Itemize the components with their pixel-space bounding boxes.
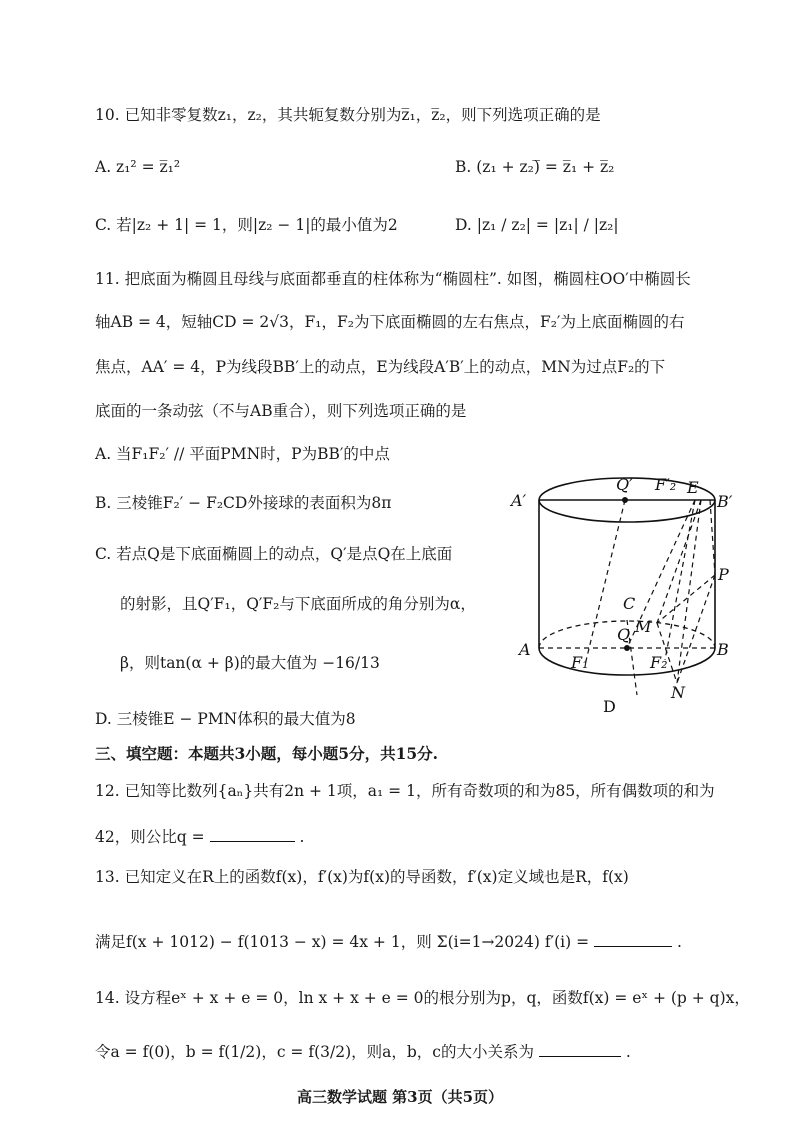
- point-q-prime: [622, 497, 628, 503]
- label-c: C: [623, 594, 636, 613]
- q14-line-2-end: .: [625, 1043, 631, 1061]
- label-f2: F₂: [650, 653, 668, 672]
- label-p: P: [718, 565, 729, 584]
- q12-answer-blank[interactable]: [210, 823, 295, 842]
- line-f2-prime-f2: [665, 500, 695, 660]
- q11-option-c-line-3: β，则tan(α + β)的最大值为 −16/13: [120, 654, 380, 672]
- q14-line-2: [95, 1038, 740, 1063]
- section-3-heading: 三、填空题：本题共3小题，每小题5分，共15分.: [95, 744, 439, 763]
- q11-line-1: 11. 把底面为椭圆且母线与底面都垂直的柱体称为“椭圆柱”. 如图，椭圆柱OO′中椭圆长: [95, 270, 691, 288]
- q13-line-1: 13. 已知定义在R上的函数f(x)，f′(x)为f(x)的导函数，f′(x)定义域也是R，f(x): [95, 868, 629, 886]
- q13-line-2: [95, 928, 740, 953]
- q10-option-b: B. (z₁ + z₂)̅ = z̅₁ + z̅₂: [455, 158, 615, 176]
- q14-line-2-text: 令a = f(0)，b = f(1/2)，c = f(3/2)，则a，b，c的大小关系为: [95, 1043, 534, 1061]
- label-q: Q: [617, 625, 631, 644]
- q13-answer-blank[interactable]: [594, 928, 672, 947]
- q12-line-2-end: .: [299, 828, 305, 846]
- label-f1: F₁: [571, 653, 589, 672]
- q14-answer-blank[interactable]: [539, 1038, 621, 1057]
- q11-line-4: 底面的一条动弦（不与AB重合），则下列选项正确的是: [95, 402, 467, 420]
- q11-line-3: 焦点，AA′ = 4，P为线段BB′上的动点，E为线段A′B′上的动点，MN为过点F₂的下: [95, 358, 666, 376]
- point-q: [624, 645, 630, 651]
- q11-option-c-line-1: C. 若点Q是下底面椭圆上的动点，Q′是点Q在上底面: [95, 545, 453, 563]
- label-b-prime: B′: [717, 492, 733, 511]
- q10-option-a: A. z₁² = z̅₁²: [95, 158, 181, 176]
- q13-line-2-end: .: [676, 933, 682, 951]
- line-p-n: [677, 575, 715, 683]
- q11-option-b: B. 三棱锥F₂′ − F₂CD外接球的表面积为8π: [95, 494, 392, 512]
- q11-line-2: 轴AB = 4，短轴CD = 2√3，F₁，F₂为下底面椭圆的左右焦点，F₂′为上底面椭圆的右: [95, 313, 685, 331]
- q10-option-d: D. |z₁ / z₂| = |z₁| / |z₂|: [455, 216, 619, 234]
- bottom-ellipse-front: [539, 648, 715, 675]
- label-q-prime: Q′: [616, 475, 633, 494]
- q13-line-2-text: 满足f(x + 1012) − f(1013 − x) = 4x + 1，则 Σ(i=1→2024) f′(i) =: [95, 933, 590, 951]
- label-d: D: [603, 697, 616, 716]
- label-a-prime: A′: [511, 491, 527, 510]
- label-f2-prime: F′₂: [655, 475, 677, 494]
- q12-line-1: 12. 已知等比数列{aₙ}共有2n + 1项，a₁ = 1，所有奇数项的和为85，所有偶数项的和为: [95, 782, 715, 800]
- q12-line-2-text: 42，则公比q =: [95, 828, 205, 846]
- q11-option-d: D. 三棱锥E − PMN体积的最大值为8: [95, 710, 356, 728]
- elliptic-cylinder-figure: [505, 465, 745, 725]
- label-a: A: [519, 640, 531, 659]
- q11-option-a: A. 当F₁F₂′ // 平面PMN时，P为BB′的中点: [95, 445, 390, 463]
- label-e: E: [687, 478, 699, 497]
- line-e-n: [677, 500, 701, 683]
- label-b: B: [717, 640, 729, 659]
- q12-line-2: [95, 823, 740, 848]
- q11-option-c-line-2: 的射影，且Q′F₁，Q′F₂与下底面所成的角分别为α，: [120, 595, 476, 613]
- q14-line-1: 14. 设方程eˣ + x + e = 0，ln x + x + e = 0的根分别为p，q，函数f(x) = eˣ + (p + q)x，: [95, 989, 750, 1007]
- q10-option-c: C. 若|z₂ + 1| = 1，则|z₂ − 1|的最小值为2: [95, 216, 398, 234]
- label-m: M: [635, 617, 652, 636]
- q10-stem: 10. 已知非零复数z₁，z₂，其共轭复数分别为z̅₁，z̅₂，则下列选项正确的是: [95, 106, 601, 124]
- page-footer: 高三数学试题 第3页（共5页）: [296, 1088, 504, 1106]
- line-p-m: [657, 575, 715, 623]
- label-n: N: [671, 683, 685, 702]
